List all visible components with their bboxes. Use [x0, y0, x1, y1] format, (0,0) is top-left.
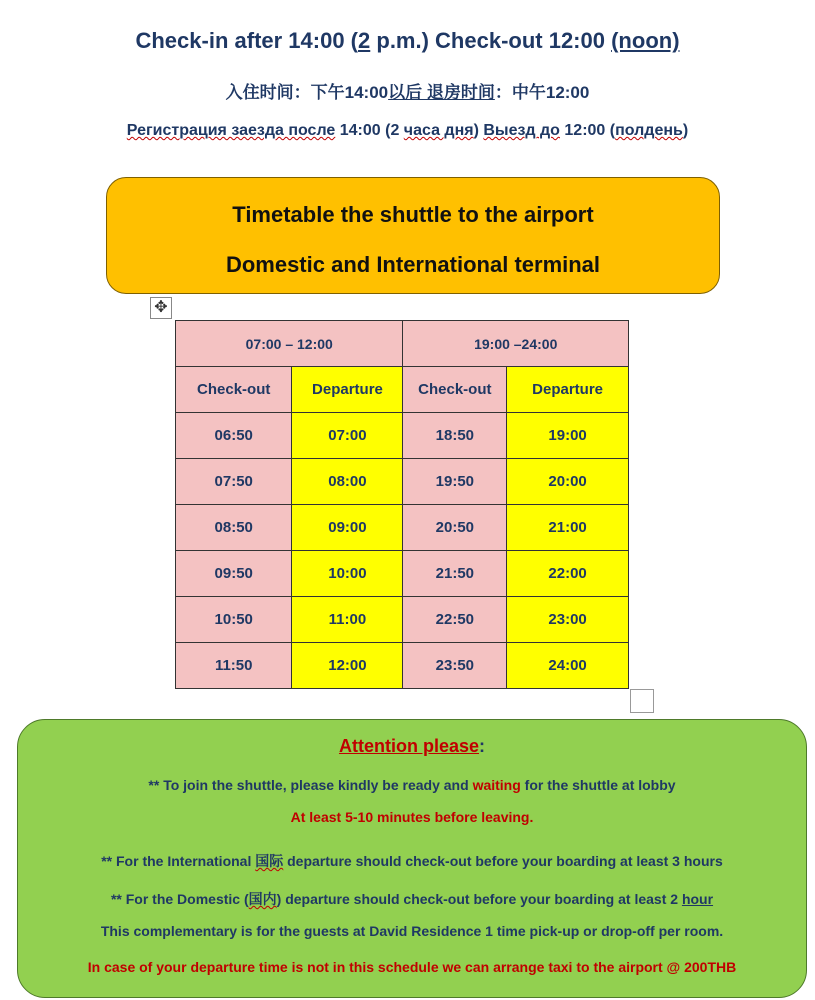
- line1-text-b: waiting: [472, 777, 521, 793]
- departure-time-cell: 24:00: [507, 643, 629, 689]
- checkin-ru-c: часа дня: [403, 122, 474, 139]
- checkin-text-c: p.m.) Check-out 12:00: [370, 28, 612, 53]
- banner-title: Timetable the shuttle to the airport: [232, 202, 594, 227]
- column-header-departure: Departure: [507, 367, 629, 413]
- checkin-text-d: (noon): [611, 28, 680, 53]
- line1-text-a: ** To join the shuttle, please kindly be ready and: [148, 777, 473, 793]
- checkout-time-cell: 19:50: [403, 459, 507, 505]
- table-row: [176, 413, 629, 459]
- attention-title-colon: :: [479, 736, 486, 756]
- period-header-morning: 07:00 – 12:00: [176, 321, 403, 367]
- checkin-ru-h: ): [682, 122, 689, 139]
- line4-text-b: 国内: [248, 891, 277, 907]
- table-move-handle-icon[interactable]: ✥: [150, 297, 172, 319]
- checkin-zh-a: 入住时间：下午14:00: [225, 83, 389, 102]
- departure-time-cell: 19:00: [507, 413, 629, 459]
- checkin-ru-b: 14:00 (2: [335, 122, 404, 139]
- table-row: [176, 459, 629, 505]
- checkin-ru-g: полдень: [615, 122, 683, 139]
- checkout-time-cell: 06:50: [176, 413, 292, 459]
- departure-time-cell: 22:00: [507, 551, 629, 597]
- attention-line-4: [18, 889, 806, 909]
- attention-line-2: At least 5-10 minutes before leaving.: [290, 809, 534, 825]
- departure-time-cell: 08:00: [292, 459, 403, 505]
- checkout-time-cell: 10:50: [176, 597, 292, 643]
- checkin-russian-line: [0, 122, 815, 140]
- checkin-ru-e: Выезд до: [483, 122, 560, 139]
- line3-text-b: 国际: [255, 853, 284, 869]
- checkout-time-cell: 18:50: [403, 413, 507, 459]
- column-header-checkout: Check-out: [403, 367, 507, 413]
- checkout-time-cell: 07:50: [176, 459, 292, 505]
- checkin-ru-f: 12:00 (: [559, 122, 616, 139]
- attention-line-5: This complementary is for the guests at David Residence 1 time pick-up or drop-off per room.: [100, 923, 724, 939]
- departure-time-cell: 10:00: [292, 551, 403, 597]
- departure-time-cell: 20:00: [507, 459, 629, 505]
- checkout-time-cell: 21:50: [403, 551, 507, 597]
- attention-line-1: [18, 777, 806, 793]
- line3-text-a: ** For the International: [101, 853, 256, 869]
- checkin-ru-a: Регистрация заезда после: [126, 122, 336, 139]
- departure-time-cell: 23:00: [507, 597, 629, 643]
- attention-line-6: In case of your departure time is not in this schedule we can arrange taxi to the airport @ 200THB: [87, 959, 737, 975]
- departure-time-cell: 07:00: [292, 413, 403, 459]
- departure-time-cell: 21:00: [507, 505, 629, 551]
- table-row: [176, 597, 629, 643]
- period-header-evening: 19:00 –24:00: [403, 321, 629, 367]
- banner-subtitle: Domestic and International terminal: [225, 252, 601, 277]
- departure-time-cell: 12:00: [292, 643, 403, 689]
- table-resize-handle-icon[interactable]: [630, 689, 654, 713]
- attention-line-3: [18, 851, 806, 871]
- timetable-banner: [106, 177, 720, 294]
- checkout-time-cell: 22:50: [403, 597, 507, 643]
- departure-time-cell: 09:00: [292, 505, 403, 551]
- line4-text-d: hour: [681, 891, 714, 907]
- checkin-english-line: [0, 28, 815, 54]
- line3-text-c: departure should check-out before your boarding at least 3 hours: [283, 853, 723, 869]
- checkin-ru-d: ): [473, 122, 484, 139]
- attention-title: [18, 736, 806, 757]
- checkin-zh-b: 以后 退房时间: [388, 83, 495, 102]
- column-header-checkout: Check-out: [176, 367, 292, 413]
- attention-title-text: Attention please: [338, 736, 480, 756]
- checkout-time-cell: 08:50: [176, 505, 292, 551]
- line4-text-a: ** For the Domestic (: [110, 891, 249, 907]
- line1-text-c: for the shuttle at lobby: [520, 777, 676, 793]
- checkout-time-cell: 09:50: [176, 551, 292, 597]
- table-row: [176, 505, 629, 551]
- attention-box: [17, 719, 807, 998]
- checkin-chinese-line: [0, 78, 815, 103]
- checkin-text-a: Check-in after 14:00 (: [135, 28, 359, 53]
- checkout-time-cell: 11:50: [176, 643, 292, 689]
- table-row: [176, 643, 629, 689]
- departure-time-cell: 11:00: [292, 597, 403, 643]
- line4-text-c: ) departure should check-out before your boarding at least 2: [276, 891, 682, 907]
- table-row: [176, 551, 629, 597]
- shuttle-timetable: [175, 320, 629, 689]
- column-header-departure: Departure: [292, 367, 403, 413]
- checkout-time-cell: 20:50: [403, 505, 507, 551]
- checkin-text-b: 2: [358, 28, 371, 53]
- checkout-time-cell: 23:50: [403, 643, 507, 689]
- checkin-zh-c: ：中午12:00: [494, 83, 590, 102]
